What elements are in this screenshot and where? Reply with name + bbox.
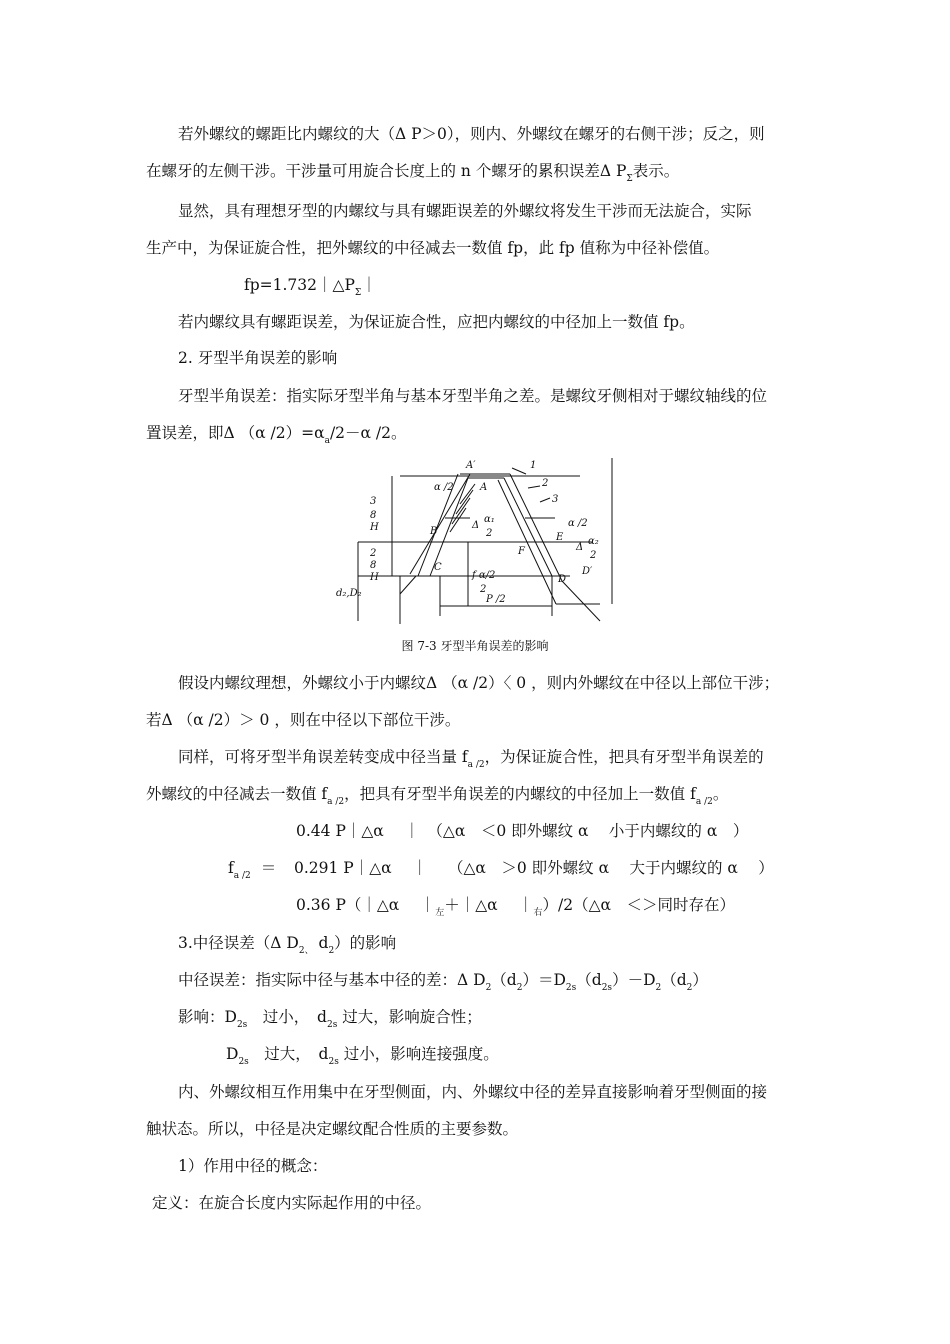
para-influence-1: 影响：$D_{2s}$ 过小， $d_{2s}$ 过大，影响旋合性； xyxy=(178,1008,482,1030)
fig-label-fa2: f α/2 xyxy=(472,570,496,581)
fig-label-d2D2: d₂,D₂ xyxy=(336,588,362,599)
fig-label-fa2d: 2 xyxy=(480,584,487,595)
fig-label-P2: P /2 xyxy=(486,594,506,605)
para-compensation-line1: 显然，具有理想牙型的内螺纹与具有螺距误差的外螺纹将发生干涉而无法旋合，实际 xyxy=(178,202,752,220)
case-row-3: 0.36 P（｜△α $|_左+|\triangle\alpha$ $|_右)/2(\triangle\alpha$ ＜＞同时存在） xyxy=(296,896,736,918)
fig-label-h38n: 3 xyxy=(370,496,377,507)
para-pitch-error-line2: 在螺牙的左侧干涉。干涉量可用旋合长度上的 n 个螺牙的累积误差Δ $P_\Sigma$表示。 xyxy=(146,162,680,184)
para-interaction-line1: 内、外螺纹相互作用集中在牙型侧面，内、外螺纹中径的差异直接影响着牙型侧面的接 xyxy=(178,1083,768,1101)
fig-label-3: 3 xyxy=(552,494,559,505)
fig-label-h38d: 8 xyxy=(370,510,377,521)
para-compensation-line2: 生产中，为保证旋合性，把外螺纹的中径减去一数值 fp，此 fp 值称为中径补偿值。 xyxy=(146,239,720,257)
para-half-angle-line1: 牙型半角误差：指实际牙型半角与基本牙型半角之差。是螺纹牙侧相对于螺纹轴线的位 xyxy=(178,387,768,405)
heading-half-angle: 2. 牙型半角误差的影响 xyxy=(178,349,338,367)
thread-half-angle-figure xyxy=(330,456,620,626)
fig-label-delta2: Δ xyxy=(576,542,584,553)
fig-label-frac2n: α₂ xyxy=(588,536,599,547)
fig-label-1: 1 xyxy=(530,460,537,471)
fig-label-h28n: 2 xyxy=(370,548,377,559)
formula-fp: $fp=1.732|\triangle P_\Sigma|$ xyxy=(244,276,377,298)
para-interaction-line2: 触状态。所以，中径是决定螺纹配合性质的主要参数。 xyxy=(146,1120,519,1138)
figure-caption: 图 7-3 牙型半角误差的影响 xyxy=(401,639,549,653)
fig-label-frac1n: α₁ xyxy=(484,514,495,525)
para-internal-pitch: 若内螺纹具有螺距误差，为保证旋合性，应把内螺纹的中径加上一数值 fp。 xyxy=(178,313,695,331)
para-definition: 定义：在旋合长度内实际起作用的中径。 xyxy=(152,1194,432,1212)
para-half-angle-line2: 置误差，即Δ （α $/2)=\alpha_a/2-\alpha$ /2。 xyxy=(146,424,407,446)
fig-label-frac1d: 2 xyxy=(486,528,493,539)
para-pitch-diameter-error: 中径误差：指实际中径与基本中径的差：Δ $D_2(d_2)=D_{2s}(d_{2s})-D_2(d_2)$ xyxy=(178,971,708,993)
para-equivalent-line1: 同样，可将牙型半角误差转变成中径当量 $f_{a /2}$，为保证旋合性，把具有牙型半角误差的 xyxy=(178,748,764,770)
fig-label-D: D xyxy=(558,574,567,585)
fig-label-frac2d: 2 xyxy=(590,550,597,561)
fig-label-h28H: H xyxy=(370,572,379,583)
para-pitch-error-line1: 若外螺纹的螺距比内螺纹的大（Δ P＞0），则内、外螺纹在螺牙的右侧干涉；反之，则 xyxy=(178,125,765,143)
para-assumption-line1: 假设内螺纹理想，外螺纹小于内螺纹Δ （α /2）〈 0 ，则内外螺纹在中径以上部位干涉； xyxy=(178,674,780,692)
para-influence-2: $D_{2s}$ 过大， $d_{2s}$ 过小，影响连接强度。 xyxy=(226,1045,499,1067)
fig-label-F: F xyxy=(518,546,525,557)
fig-label-B: B xyxy=(430,526,438,537)
fig-label-h28d: 8 xyxy=(370,560,377,571)
case-row-2: 0.291 P｜△α ｜ （△α ＞0 即外螺纹 α 大于内螺纹的 α ） xyxy=(294,859,774,877)
fig-label-delta1: Δ xyxy=(472,520,480,531)
heading-effective-diameter: 1）作用中径的概念： xyxy=(178,1157,328,1175)
fig-label-A: A xyxy=(480,482,488,493)
heading-pitch-diameter: 3.中径误差（Δ $D_{2、}$ $d_2$）的影响 xyxy=(178,934,397,956)
fig-label-D-prime: D′ xyxy=(582,566,593,577)
fig-label-half2: α /2 xyxy=(568,518,588,529)
fig-label-h38H: H xyxy=(370,522,379,533)
case-row-1: 0.44 P｜△α ｜ （△α ＜0 即外螺纹 α 小于内螺纹的 α ） xyxy=(296,822,749,840)
fig-label-C: C xyxy=(434,562,442,573)
fig-label-A-prime: A′ xyxy=(466,460,476,471)
fig-label-half1: α /2 xyxy=(434,482,454,493)
para-equivalent-line2: 外螺纹的中径减去一数值 $f_{a /2}$，把具有牙型半角误差的内螺纹的中径加上一数值 $f_{a /2}$。 xyxy=(146,785,729,807)
fig-label-E: E xyxy=(556,532,564,543)
case-lhs: $f_{a /2}$ ＝ xyxy=(228,859,277,881)
fig-label-2: 2 xyxy=(542,478,549,489)
para-assumption-line2: 若Δ （α /2）＞ 0 ，则在中径以下部位干涉。 xyxy=(146,711,461,729)
